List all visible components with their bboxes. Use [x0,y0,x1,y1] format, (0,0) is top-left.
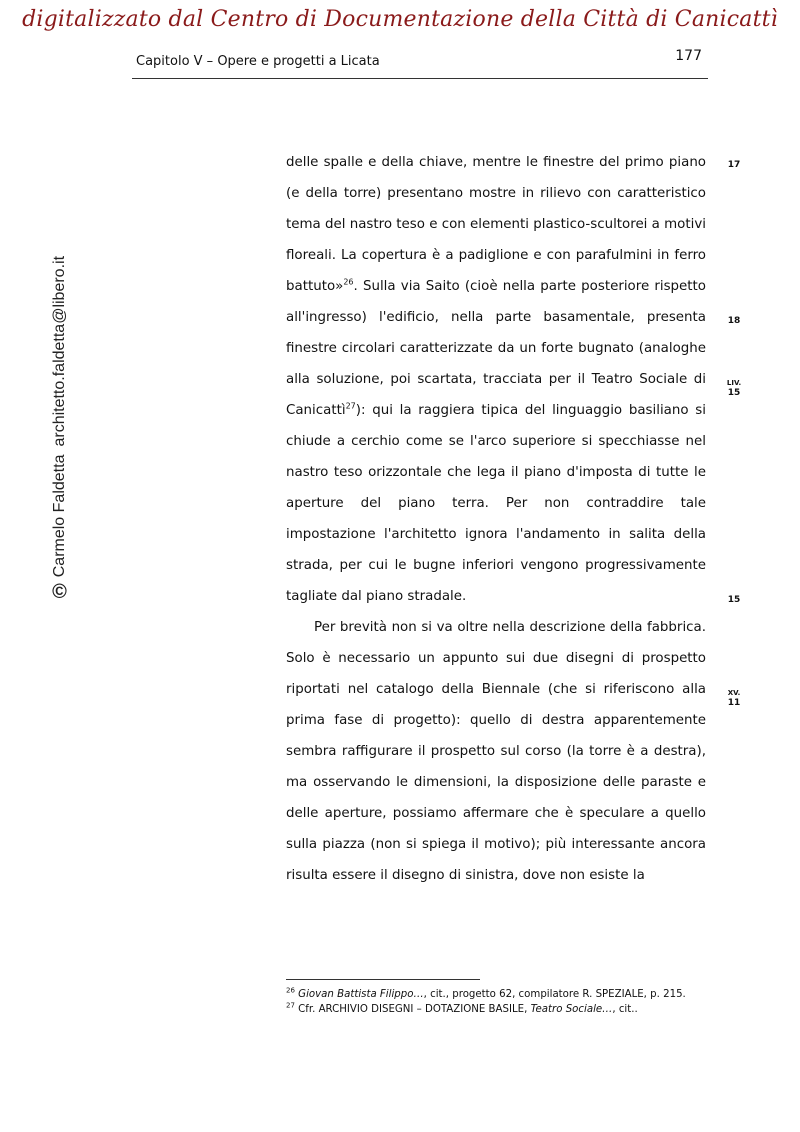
digitization-banner: digitalizzato dal Centro di Documentazione della Città di Canicattì [22,7,778,32]
footnote-ref-26: 26 [343,277,354,287]
footnotes [286,988,706,1018]
margin-note-liv-number: 15 [727,388,741,398]
margin-note-xv-11 [722,688,746,708]
author-email: architetto.faldetta@libero.it [50,255,68,447]
margin-note-liv-15 [722,378,746,398]
footnote-27-title: Teatro Sociale… [530,1004,613,1015]
footnote-ref-27: 27 [345,401,356,411]
margin-note-18: 18 [727,316,741,326]
footnote-26-number: 26 [286,986,295,995]
running-header [132,40,708,79]
footnote-26-text: , cit., progetto 62, compilatore R. SPEZIALE, p. 215. [423,989,686,1000]
chapter-title: Capitolo V – Opere e progetti a Licata [136,54,380,69]
author-name: Carmelo Faldetta [50,454,68,578]
page-number: 177 [675,48,702,64]
footnote-separator [286,979,480,980]
footnote-27 [286,1003,706,1016]
margin-note-17: 17 [727,160,741,170]
footnote-26-title: Giovan Battista Filippo… [298,989,424,1000]
footnote-26 [286,988,706,1001]
footnote-27-text: , cit.. [612,1004,638,1015]
paragraph-2: Per brevità non si va oltre nella descrizione della fabbrica. Solo è necessario un appunto sui due disegni di prospetto riportati nel catalogo della Biennale (che si riferiscono alla prima fase di progetto): quello di destra apparentemente sembra raffigurare il prospetto sul corso (la torre è a destra), ma osservando le dimensioni, la disposizione delle paraste e delle aperture, possiamo affermare che è speculare a quello sulla piazza (non si spiega il motivo); più interessante ancora risulta essere il disegno di sinistra, dove non esiste la [286,620,706,883]
paragraph-1 [286,147,706,612]
footnote-27-prefix: Cfr. ARCHIVIO DISEGNI – DOTAZIONE BASILE, [294,1004,531,1015]
side-watermark [48,255,71,604]
body-text [286,147,706,891]
paragraph-1-part-1: delle spalle e della chiave, mentre le finestre del primo piano (e della torre) presentano mostre in rilievo con caratteristico tema del nastro teso e con elementi plastico-scultorei a motivi floreali. La copertura è a padiglione e con parafulmini in ferro battuto» [286,155,706,294]
paragraph-1-part-3: ): qui la raggiera tipica del linguaggio basiliano si chiude a cerchio come se l'arco superiore si specchiasse nel nastro teso orizzontale che lega il piano d'imposta di tutte le aperture del piano terra. Per non contraddire tale impostazione l'architetto ignora l'andamento in salita della strada, per cui le bugne inferiori vengono progressivamente tagliate dal piano stradale. [286,403,706,604]
copyright-icon: © [52,581,67,604]
margin-note-xv-number: 11 [727,698,741,708]
margin-note-liv-label: LIV. [726,379,742,387]
margin-note-15: 15 [727,595,741,605]
paragraph-1-part-2: . Sulla via Saito (cioè nella parte posteriore rispetto all'ingresso) l'edificio, nella parte basamentale, presenta finestre circolari caratterizzate da un forte bugnato (analoghe alla soluzione, poi scartata, tracciata per il Teatro Sociale di Canicattì [286,279,706,418]
margin-note-xv-label: XV. [727,689,741,697]
footnote-27-number: 27 [286,1001,295,1010]
